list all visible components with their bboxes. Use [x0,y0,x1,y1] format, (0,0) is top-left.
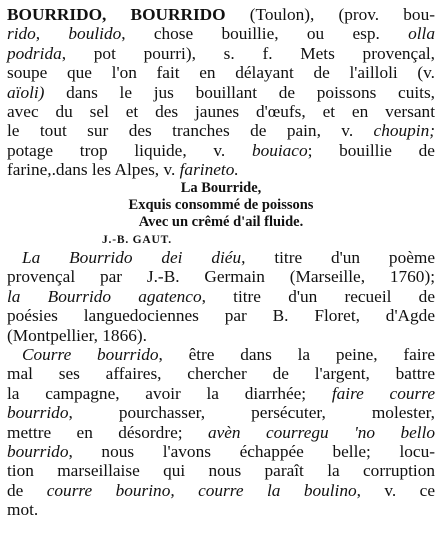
text-line: poésies languedociennes par B. Floret, d'Agde [7,306,435,326]
text-run: ; bouillie de [307,140,435,160]
text-line [7,384,435,403]
text-line: mal ses affaires, chercher de l'argent, battre [7,364,435,384]
text-run: le tout sur des tranches de pain, v. [7,121,354,141]
entry-definition [7,5,435,180]
text-run: , pourchasser, persécuter, molester, [68,403,435,423]
text-line: mot. [7,500,39,520]
text-run: dans le jus bouillant de poissons cuits, [66,82,435,102]
text-line [7,287,435,306]
poem-quote [7,180,435,248]
italic-run: Courre bourrido [22,344,159,364]
cropped-next-line [7,520,435,528]
text-run: , titre d'un recueil de [201,286,435,306]
italic-run: avèn courregu 'no bello [207,422,436,442]
italic-run: bourrido [7,403,69,423]
poem-signature: J.-B. GAUT. [102,233,172,246]
text-line [7,160,435,179]
paragraph-expressions [7,345,435,520]
text-line: soupe que l'on fait en délayant de l'ailloli (v. [7,63,435,83]
text-line [7,481,435,500]
text-line [7,24,435,43]
text-run: , titre d'un poème [241,247,435,267]
italic-run: courre bourino, courre la boulino [46,480,357,500]
italic-run: aïoli) [7,82,45,102]
poem-line: Exquis consommé de poissons [128,197,314,214]
text-run: , chose bouillie, ou esp. [121,24,380,44]
text-run: , être dans la peine, faire [158,344,435,364]
text-line [7,5,435,24]
text-line: provençal par J.-B. Germain (Marseille, 1760); [7,267,435,287]
text-line: avec du sel et des jaunes d'œufs, et en versant [7,102,435,122]
text-run: , pot pourri), s. f. Mets provençal, [61,43,435,63]
italic-run: La Bourrido dei diéu [22,247,242,267]
italic-run: faire courre [331,383,435,403]
text-run: , v. ce [356,480,435,500]
text-line [7,345,435,364]
paragraph-titles [7,248,435,345]
text-line [7,44,435,63]
text-line [7,121,435,140]
text-run: de [7,480,24,500]
text-line [7,83,435,102]
text-run: , nous l'avons échappée belle; locu- [68,441,435,461]
text-run: farine,.dans les Alpes, v. [7,160,176,180]
text-run: potage trop liquide, v. [7,140,226,160]
italic-run: choupin; [373,121,435,141]
poem-line: Avec un crêmé d'ail fluide. [138,214,304,231]
italic-run: olla [408,24,435,44]
poem-line: La Bourride, [180,179,262,196]
italic-run: bourrido [7,441,69,461]
italic-run: rido, boulido [7,24,122,44]
text-run: (Toulon), (prov. bou- [249,5,435,24]
italic-run: podrida [7,43,62,63]
text-line [7,442,435,461]
text-line [7,423,435,442]
italic-run: bouiaco [251,140,308,160]
text-line: (Montpellier, 1866). [7,325,147,345]
text-run: mettre en désordre; [7,422,183,442]
italic-run: la Bourrido agatenco [7,286,202,306]
headword: BOURRIDO, BOURRIDO [7,5,226,24]
text-line [7,141,435,160]
text-run: la campagne, avoir la diarrhée; [7,383,307,403]
text-line [7,248,435,267]
italic-run: farineto. [179,160,239,180]
text-line [7,403,435,422]
text-line: tion marseillaise qui nous paraît la corruption [7,461,435,481]
